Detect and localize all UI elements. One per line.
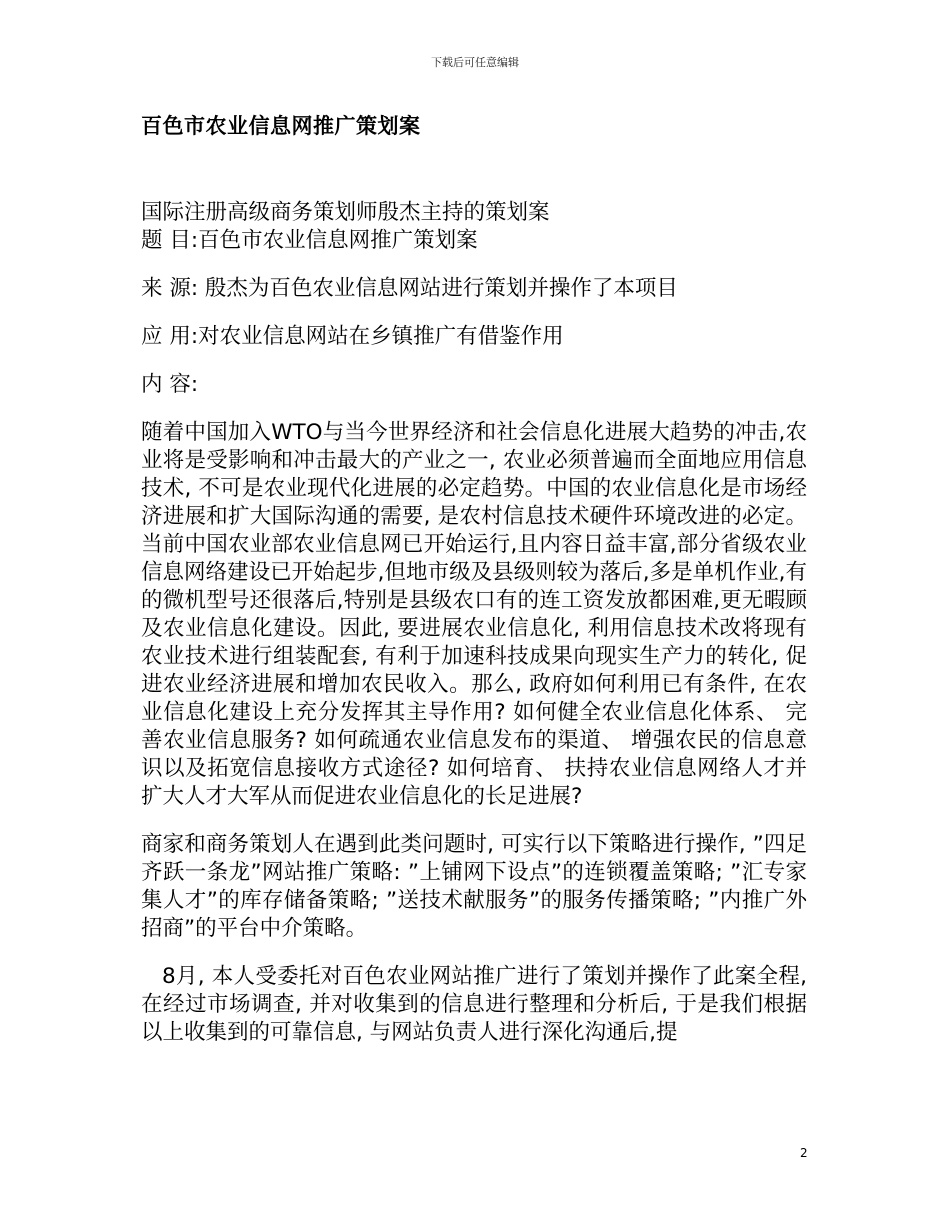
header-note: 下载后可任意编辑 [431, 56, 519, 69]
meta-block [141, 199, 807, 255]
body-paragraph: 8月, 本人受委托对百色农业网站推广进行了策划并操作了此案全程, 在经过市场调查, 并对收集到的信息进行整理和分析后, 于是我们根据以上收集到的可靠信息, 与网站负责人进行深化沟通后,提 [141, 964, 807, 1045]
application-line: 应 用:对农业信息网站在乡镇推广有借鉴作用 [141, 324, 564, 349]
page-number: 2 [800, 1146, 808, 1160]
body-paragraph: 随着中国加入WTO与当今世界经济和社会信息化进展大趋势的冲击,农业将是受影响和冲击最大的产业之一, 农业必须普遍而全面地应用信息技术, 不可是农业现代化进展的必定趋势。中国的农业信息化是市场经济进展和扩大国际沟通的需要, 是农村信息技术硬件环境改进的必定。当前中国农业部农业信息网已开始运行,且内容日益丰富,部分省级农业信息网络建设已开始起步,但地市级及县级则较为落后,多是单机作业,有的微机型号还很落后,特别是县级农口有的连工资发放都困难,更无暇顾及农业信息化建设。因此, 要进展农业信息化, 利用信息技术改将现有农业技术进行组装配套, 有利于加速科技成果向现实生产力的转化, 促进农业经济进展和增加农民收入。那么, 政府如何利用已有条件, 在农业信息化建设上充分发挥其主导作用? 如何健全农业信息化体系、 完善农业信息服务? 如何疏通农业信息发布的渠道、 增强农民的信息意识以及拓宽信息接收方式途径? 如何培育、 扶持农业信息网络人才并扩大人才大军从而促进农业信息化的长足进展? [141, 420, 807, 809]
content-label: 内 容: [141, 372, 199, 397]
document-title: 百色市农业信息网推广策划案 [141, 114, 421, 138]
topic-line: 题 目:百色市农业信息网推广策划案 [141, 228, 478, 253]
document-body [141, 199, 807, 1047]
source-line: 来 源: 殷杰为百色农业信息网站进行策划并操作了本项目 [141, 276, 678, 301]
author-line: 国际注册高级商务策划师殷杰主持的策划案 [141, 200, 550, 225]
body-paragraph: 商家和商务策划人在遇到此类问题时, 可实行以下策略进行操作, ”四足齐跃一条龙”网站推广策略: ”上铺网下设点”的连锁覆盖策略; ”汇专家集人才”的库存储备策略; ”送技术献服务”的服务传播策略; ”内推广外招商”的平台中介策略。 [141, 832, 807, 941]
